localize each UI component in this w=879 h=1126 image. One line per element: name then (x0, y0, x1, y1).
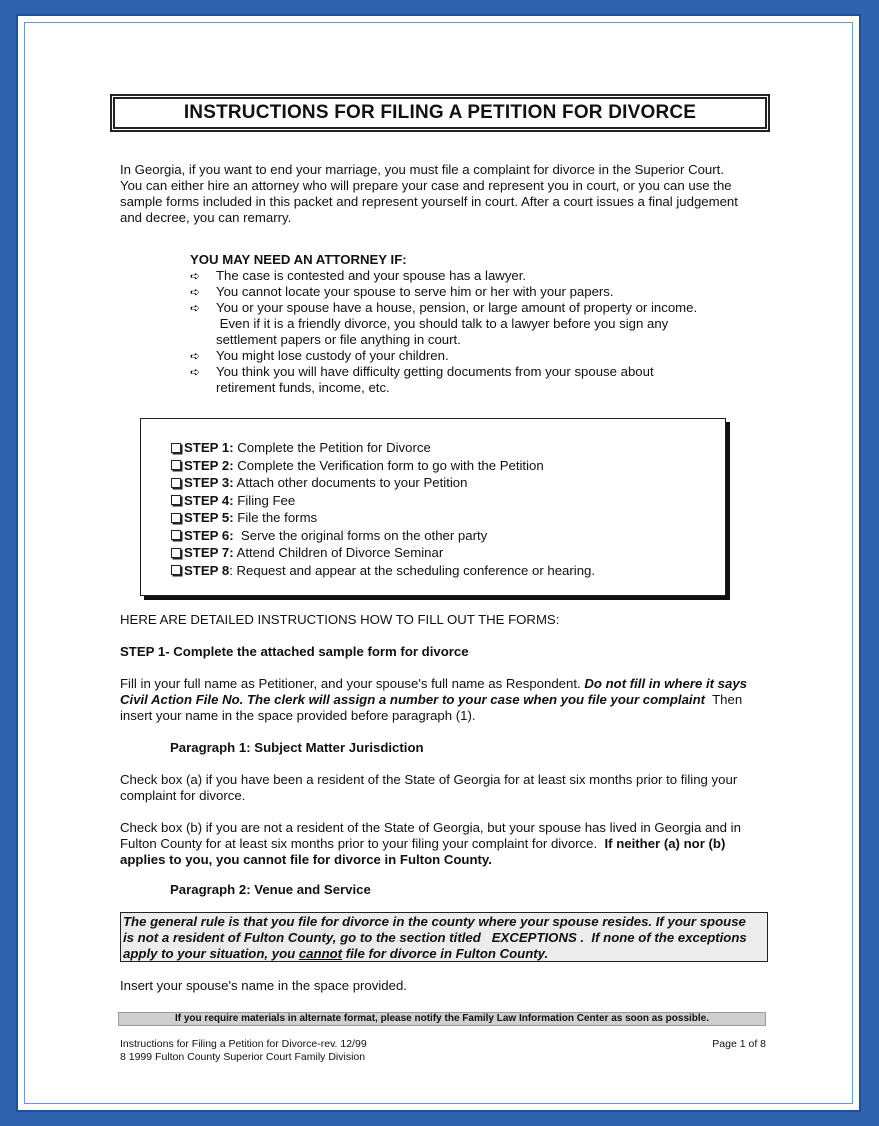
check-a-paragraph (120, 772, 780, 804)
fill-in-text: Then (705, 692, 743, 707)
general-rule-line: The general rule is that you file for divorce in the county where your spouse resides. If your spouse (123, 914, 746, 929)
alternate-format-notice: If you require materials in alternate format, please notify the Family Law Information Center as soon as possible. (118, 1012, 766, 1026)
detailed-heading: HERE ARE DETAILED INSTRUCTIONS HOW TO FILL OUT THE FORMS: (120, 612, 560, 627)
general-rule-line: apply to your situation, you (123, 946, 299, 961)
list-item (190, 348, 750, 364)
step-text: : Request and appear at the scheduling conference or hearing. (229, 562, 596, 578)
list-item-text: retirement funds, income, etc. (216, 380, 390, 395)
steps-box (140, 418, 726, 596)
checkbox-icon[interactable] (171, 443, 181, 453)
list-item-text: You or your spouse have a house, pension, or large amount of property or income. (216, 300, 698, 315)
check-b-line: Check box (b) if you are not a resident of the State of Georgia, but your spouse has lived in Georgia and in (120, 820, 741, 835)
footer-revision: Instructions for Filing a Petition for Divorce-rev. 12/99 (120, 1038, 367, 1050)
list-item-text: You cannot locate your spouse to serve him or her with your papers. (216, 284, 614, 299)
page-title: INSTRUCTIONS FOR FILING A PETITION FOR DIVORCE (110, 94, 770, 132)
checkbox-icon[interactable] (171, 565, 181, 575)
general-rule-underlined: cannot (298, 946, 343, 961)
step-label: STEP 1: (184, 440, 234, 455)
step-text: File the forms (233, 510, 318, 525)
check-b-emphasis: applies to you, you cannot file for divorce in Fulton County. (120, 852, 492, 867)
step-text: Attach other documents to your Petition (233, 475, 468, 490)
arrow-icon: ➪ (190, 349, 201, 363)
intro-line: In Georgia, if you want to end your marriage, you must file a complaint for divorce in the Superior Court. (120, 162, 724, 177)
intro-line: You can either hire an attorney who will prepare your case and represent you in court, or you can use the (120, 178, 732, 193)
list-item (190, 300, 750, 348)
list-item (190, 284, 750, 300)
checkbox-icon[interactable] (171, 495, 181, 505)
step1-heading: STEP 1- Complete the attached sample form for divorce (120, 644, 469, 659)
check-a-line: complaint for divorce. (120, 788, 246, 803)
general-rule-line: file for divorce in Fulton County. (342, 946, 549, 961)
intro-paragraph (120, 162, 780, 226)
step-text: Attend Children of Divorce Seminar (233, 545, 444, 560)
check-b-emphasis: If neither (a) nor (b) (604, 836, 726, 851)
paragraph1-heading: Paragraph 1: Subject Matter Jurisdiction (170, 740, 424, 755)
attorney-heading: YOU MAY NEED AN ATTORNEY IF: (190, 252, 407, 267)
step-item (171, 474, 595, 492)
insert-spouse-text: Insert your spouse's name in the space provided. (120, 978, 407, 993)
page-number: Page 1 of 8 (712, 1038, 766, 1050)
arrow-icon: ➪ (190, 301, 201, 315)
step-item (171, 527, 595, 545)
fill-in-paragraph (120, 676, 780, 724)
intro-line: and decree, you can remarry. (120, 210, 292, 225)
step-label: STEP 2: (184, 457, 234, 473)
arrow-icon: ➪ (190, 285, 201, 299)
list-item-text: settlement papers or file anything in court. (216, 332, 461, 347)
step-label: STEP 8 (184, 562, 230, 578)
step-label: STEP 7: (184, 545, 234, 560)
list-item-text: Even if it is a friendly divorce, you should talk to a lawyer before you sign any (216, 316, 669, 331)
checkbox-icon[interactable] (171, 478, 181, 488)
checkbox-icon[interactable] (171, 548, 181, 558)
step-item (171, 439, 595, 457)
fill-in-text: insert your name in the space provided before paragraph (1). (120, 708, 476, 723)
general-rule-box (120, 912, 768, 962)
checkbox-icon[interactable] (171, 530, 181, 540)
step-label: STEP 5: (184, 510, 234, 525)
fill-in-emphasis: Civil Action File No. The clerk will assign a number to your case when you file your complaint (120, 692, 706, 707)
checkbox-icon[interactable] (171, 460, 181, 470)
step-item (171, 492, 595, 510)
check-b-paragraph (120, 820, 780, 868)
step-text: Complete the Petition for Divorce (233, 440, 431, 455)
paragraph2-heading: Paragraph 2: Venue and Service (170, 882, 371, 897)
check-b-line: Fulton County for at least six months prior to your filing your complaint for divorce. (120, 836, 605, 851)
list-item-text: You think you will have difficulty getting documents from your spouse about (216, 364, 654, 379)
fill-in-emphasis: Do not fill in where it says (584, 676, 748, 691)
step-text: Complete the Verification form to go with the Petition (233, 457, 544, 473)
list-item-text: You might lose custody of your children. (216, 348, 449, 363)
general-rule-line: is not a resident of Fulton County, go to the section titled EXCEPTIONS . If none of the exceptions (123, 930, 747, 945)
step-item (171, 544, 595, 562)
step-label: STEP 6: (184, 527, 234, 543)
fill-in-text: Fill in your full name as Petitioner, and your spouse's full name as Respondent. (120, 676, 585, 691)
list-item (190, 268, 750, 284)
step-label: STEP 3: (184, 475, 234, 490)
arrow-icon: ➪ (190, 269, 201, 283)
footer-left (120, 1038, 520, 1064)
intro-line: sample forms included in this packet and represent yourself in court. After a court issues a final judgement (120, 194, 738, 209)
step-item (171, 562, 595, 580)
step-label: STEP 4: (184, 492, 234, 508)
step-text: Filing Fee (233, 492, 296, 508)
document-frame (6, 6, 871, 1118)
step-item (171, 509, 595, 527)
checkbox-icon[interactable] (171, 513, 181, 523)
attorney-list (190, 252, 750, 396)
document-page (16, 14, 861, 1112)
list-item-text: The case is contested and your spouse has a lawyer. (216, 268, 527, 283)
steps-list (171, 439, 595, 579)
step-text: Serve the original forms on the other party (233, 527, 488, 543)
check-a-line: Check box (a) if you have been a resident of the State of Georgia for at least six months prior to filing your (120, 772, 738, 787)
footer-copyright: 8 1999 Fulton County Superior Court Family Division (120, 1051, 366, 1063)
list-item (190, 364, 750, 396)
arrow-icon: ➪ (190, 365, 201, 379)
step-item (171, 457, 595, 475)
